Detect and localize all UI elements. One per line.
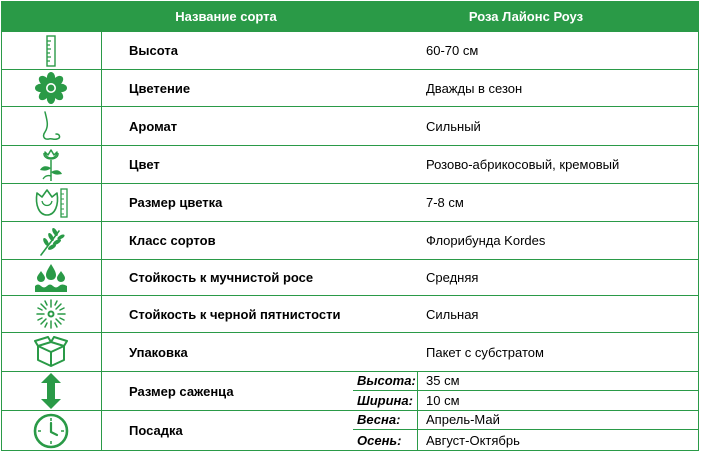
header-variety-value: Роза Лайонс Роуз	[468, 9, 584, 24]
row-label: Упаковка	[129, 344, 188, 360]
table-row	[1, 32, 699, 70]
row-label: Посадка	[129, 423, 183, 438]
sub-key: Осень:	[357, 433, 402, 448]
row-value: Сильная	[426, 306, 479, 322]
table-header	[1, 1, 699, 32]
row-label: Стойкость к мучнистой росе	[129, 270, 314, 285]
row-value: Сильный	[426, 118, 481, 134]
rose-icon	[37, 148, 65, 182]
sub-row	[353, 372, 699, 391]
vertical-arrows-icon	[40, 373, 62, 409]
row-label: Цветение	[129, 80, 191, 96]
row-label: Высота	[129, 43, 178, 58]
row-label: Размер цветка	[129, 195, 223, 210]
table-row	[1, 107, 699, 146]
sub-row	[353, 392, 699, 410]
table-row	[1, 184, 699, 222]
sub-key: Ширина:	[357, 393, 413, 408]
row-value: Средняя	[426, 270, 479, 285]
sub-row	[353, 432, 699, 450]
table-row	[1, 333, 699, 372]
row-value: Флорибунда Kordes	[426, 233, 546, 248]
burst-icon	[35, 298, 67, 330]
sub-value: 10 см	[426, 393, 460, 408]
row-value: 60-70 см	[426, 43, 479, 58]
ruler-icon	[44, 35, 58, 67]
sub-value: 35 см	[426, 373, 460, 388]
row-value: Розово-абрикосовый, кремовый	[426, 157, 620, 172]
sub-value: Август-Октябрь	[426, 433, 520, 448]
table-row	[1, 260, 699, 296]
rose-ruler-icon	[33, 187, 69, 219]
sub-row	[353, 411, 699, 430]
table-row	[1, 296, 699, 333]
flower-icon	[35, 72, 67, 104]
sub-key: Весна:	[357, 412, 401, 427]
sub-key: Высота:	[357, 373, 416, 388]
clock-icon	[33, 413, 69, 449]
row-label: Размер саженца	[129, 383, 234, 399]
table-row	[1, 146, 699, 184]
box-icon	[34, 336, 68, 368]
header-variety-name: Название сорта	[175, 9, 277, 24]
sub-value: Апрель-Май	[426, 412, 500, 427]
rose-variety-table	[1, 1, 699, 454]
row-value: Пакет с субстратом	[426, 344, 544, 360]
droplets-icon	[34, 263, 68, 293]
table-row	[1, 222, 699, 260]
row-label: Класс сортов	[129, 233, 216, 248]
leaf-sprig-icon	[37, 225, 65, 257]
row-label: Цвет	[129, 157, 160, 172]
row-value: Дважды в сезон	[426, 80, 523, 96]
row-label: Стойкость к черной пятнистости	[129, 306, 341, 322]
table-row	[1, 70, 699, 107]
row-label: Аромат	[129, 118, 178, 134]
table-row	[1, 411, 699, 451]
table-row	[1, 372, 699, 411]
nose-icon	[37, 110, 65, 142]
row-value: 7-8 см	[426, 195, 464, 210]
